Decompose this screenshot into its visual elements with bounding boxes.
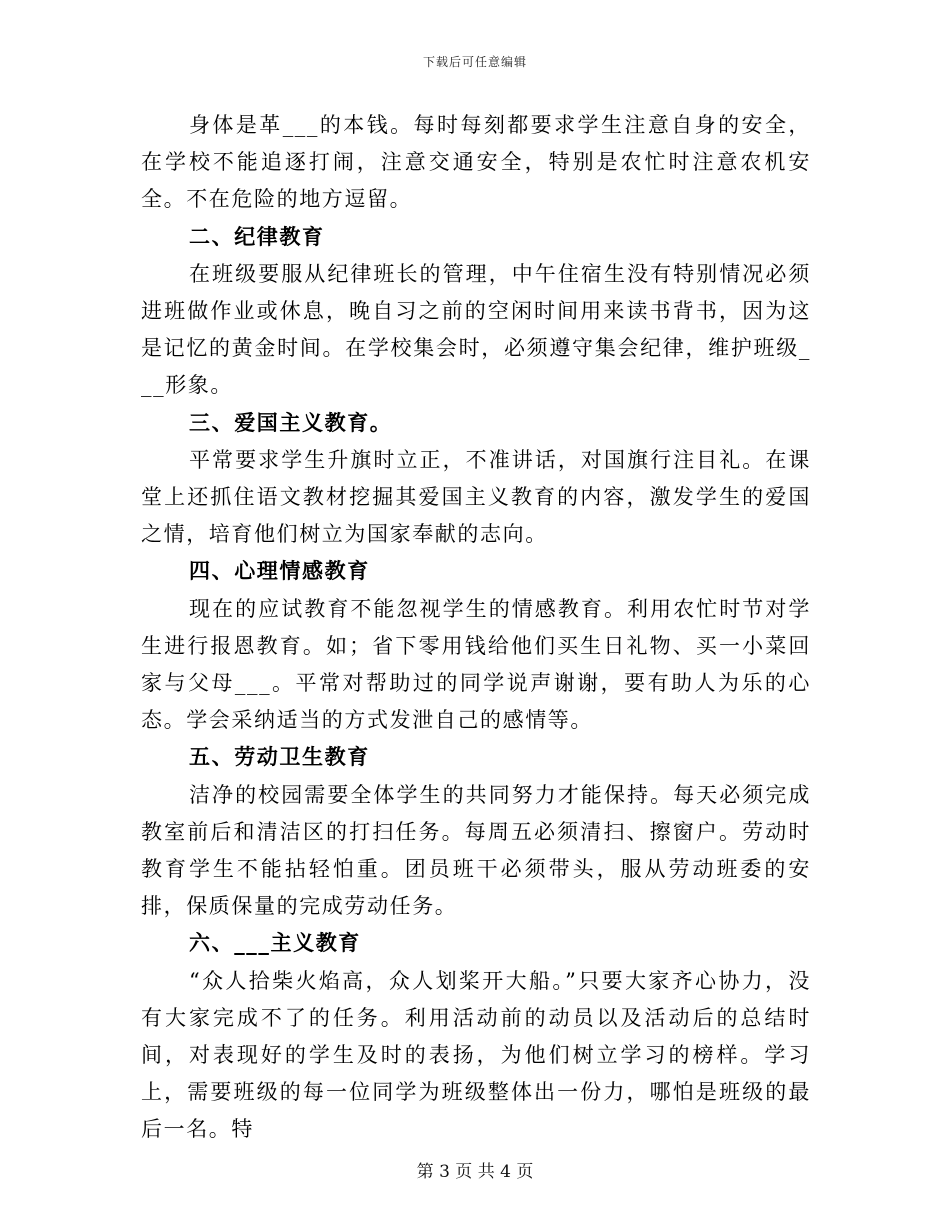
paragraph-labor-hygiene: 洁净的校园需要全体学生的共同努力才能保持。每天必须完成教室前后和清洁区的打扫任务。每周五必须清扫、擦窗户。劳动时教育学生不能拈轻怕重。团员班干必须带头，服从劳动班委的安排，保质保量的完成劳动任务。 <box>141 782 811 919</box>
paragraph-collectivism: “众人拾柴火焰高，众人划桨开大船。”只要大家齐心协力，没有大家完成不了的任务。利用活动前的动员以及活动后的总结时间，对表现好的学生及时的表扬，为他们树立学习的榜样。学习上，需要班级的每一位同学为班级整体出一份力，哪怕是班级的最后一名。特 <box>141 968 811 1142</box>
paragraph-safety-continued: 身体是革___的本钱。每时每刻都要求学生注意自身的安全，在学校不能追逐打闹，注意交通安全，特别是农忙时注意农机安全。不在危险的地方逗留。 <box>141 113 811 212</box>
heading-emotional-education: 四、心理情感教育 <box>189 559 370 584</box>
header-note: 下载后可任意编辑 <box>422 55 527 69</box>
heading-collectivism-education: 六、___主义教育 <box>189 931 361 956</box>
heading-labor-hygiene-education: 五、劳动卫生教育 <box>189 745 370 770</box>
paragraph-emotional: 现在的应试教育不能忽视学生的情感教育。利用农忙时节对学生进行报恩教育。如；省下零用钱给他们买生日礼物、买一小菜回家与父母___。平常对帮助过的同学说声谢谢，要有助人为乐的心态。学会采纳适当的方式发泄自己的感情等。 <box>141 596 811 733</box>
document-body <box>141 107 811 1149</box>
heading-patriotism-education: 三、爱国主义教育。 <box>189 410 393 435</box>
page-number: 第 3 页 共 4 页 <box>416 1162 534 1182</box>
paragraph-patriotism: 平常要求学生升旗时立正，不准讲话，对国旗行注目礼。在课堂上还抓住语文教材挖掘其爱国主义教育的内容，激发学生的爱国之情，培育他们树立为国家奉献的志向。 <box>141 447 811 547</box>
paragraph-discipline: 在班级要服从纪律班长的管理，中午住宿生没有特别情况必须进班做作业或休息，晚自习之前的空闲时间用来读书背书，因为这是记忆的黄金时间。在学校集会时，必须遵守集会纪律，维护班级___形象。 <box>141 261 811 398</box>
heading-discipline-education: 二、纪律教育 <box>189 224 325 249</box>
